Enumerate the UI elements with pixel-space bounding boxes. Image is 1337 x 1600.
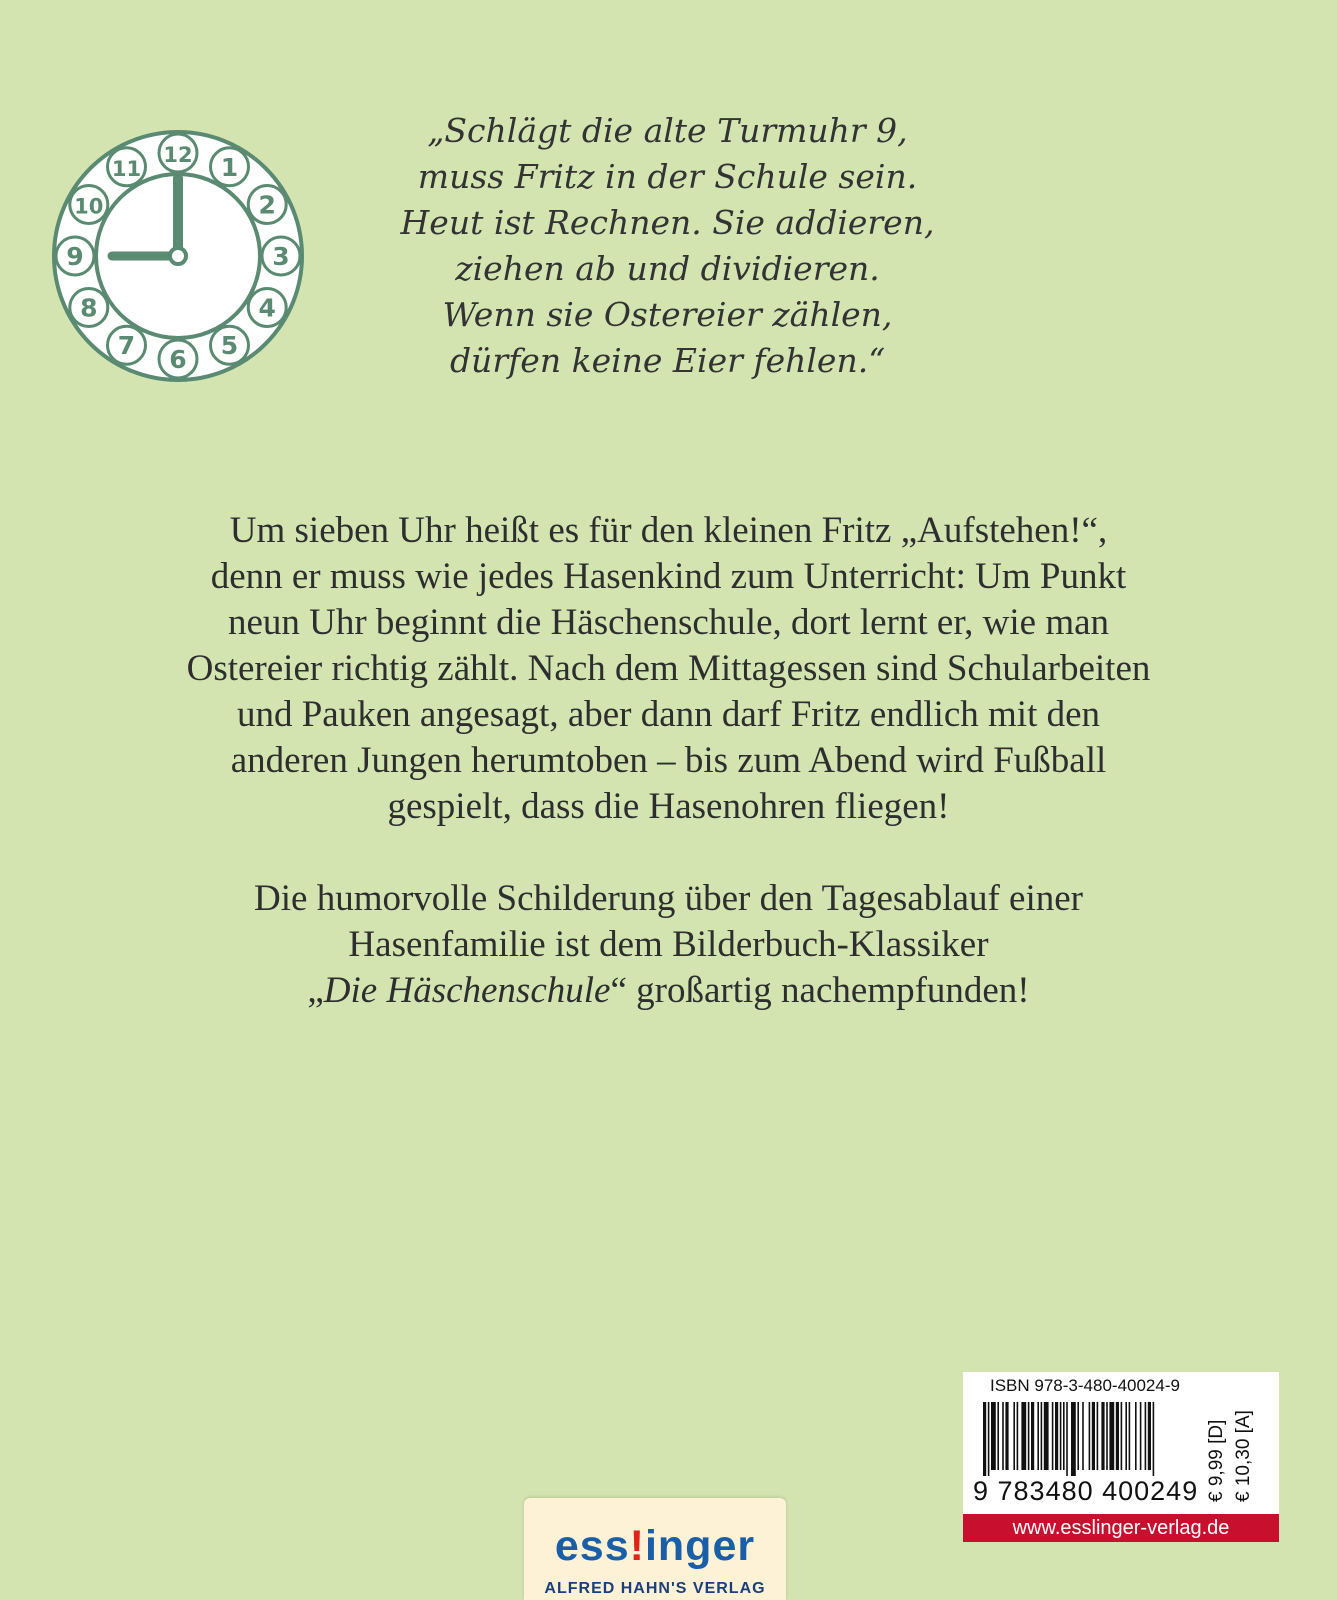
barcode-bar: [1109, 1402, 1114, 1470]
barcode-bar: [1148, 1402, 1151, 1470]
summary-paragraph: [60, 876, 1277, 1014]
barcode-bar: [1077, 1402, 1079, 1470]
barcode-bar: [1044, 1402, 1049, 1470]
clock-numeral: 6: [169, 345, 187, 374]
barcode-bar: [1082, 1402, 1084, 1470]
paragraph-line: neun Uhr beginnt die Häschenschule, dort lernt er, wie man: [227, 602, 1110, 643]
barcode-bar: [1092, 1402, 1095, 1470]
barcode-bar: [1037, 1402, 1039, 1470]
barcode-bar: [1021, 1402, 1026, 1470]
barcode-bar: [1013, 1402, 1015, 1470]
verse-line: „Schlägt die alte Turmuhr 9,: [427, 111, 908, 150]
barcode-bar: [1066, 1402, 1068, 1476]
paragraph-line: denn er muss wie jedes Hasenkind zum Unterricht: Um Punkt: [210, 556, 1127, 597]
publisher-name-part: ess: [554, 1522, 630, 1570]
clock-numeral: 4: [258, 293, 276, 323]
verse-quote: [330, 108, 1005, 384]
clock-numeral: 10: [74, 194, 104, 219]
barcode-bar: [1063, 1402, 1065, 1470]
barcode-bar: [997, 1402, 999, 1470]
paragraph-line: Um sieben Uhr heißt es für den kleinen Fritz „Aufstehen!“,: [229, 510, 1108, 551]
publisher-logo: [524, 1498, 786, 1600]
paragraph-line: Die humorvolle Schilderung über den Tagesablauf einer: [254, 878, 1083, 919]
clock-numeral: 11: [111, 156, 142, 181]
barcode-bar: [1028, 1402, 1030, 1470]
publisher-name-part: inger: [644, 1522, 756, 1570]
verse-line: Wenn sie Ostereier zählen,: [442, 295, 893, 334]
barcode-bar: [1071, 1402, 1076, 1476]
clock-numeral: 12: [163, 143, 193, 167]
clock-numeral: 7: [117, 331, 136, 361]
barcode-bar: [1052, 1402, 1054, 1470]
barcode-bar: [991, 1402, 996, 1470]
barcode-bar: [1145, 1402, 1147, 1470]
clock-center: [170, 248, 186, 264]
verse-line: Heut ist Rechnen. Sie addieren,: [400, 203, 935, 242]
verse-line: muss Fritz in der Schule sein.: [417, 157, 918, 196]
publisher-name-bang: !: [629, 1522, 645, 1570]
price-austria: € 10,30 [A]: [1233, 1410, 1254, 1502]
verse-line: dürfen keine Eier fehlen.“: [449, 341, 886, 380]
publisher-url: www.esslinger-verlag.de: [963, 1514, 1279, 1542]
clock-numeral: 5: [220, 331, 239, 361]
clock-numeral: 8: [80, 293, 98, 323]
barcode-bar: [1125, 1402, 1127, 1470]
barcode-bar: [1017, 1402, 1019, 1470]
barcode-bar: [1089, 1402, 1091, 1470]
barcode-bar: [1101, 1402, 1104, 1470]
barcode-bar: [988, 1402, 990, 1476]
barcode-bar: [1121, 1402, 1123, 1470]
isbn-label: ISBN 978-3-480-40024-9: [990, 1376, 1180, 1395]
barcode-bar: [1153, 1402, 1155, 1476]
barcode-bar: [1129, 1402, 1131, 1470]
clock-numeral: 9: [66, 242, 84, 271]
barcode-bar: [1097, 1402, 1099, 1470]
barcode-bar: [1060, 1402, 1062, 1470]
barcode-bar: [1041, 1402, 1043, 1470]
paragraph-line: [60, 968, 1277, 1014]
barcode-bar: [1116, 1402, 1119, 1470]
open-quote: „: [307, 970, 324, 1011]
paragraph-line: und Pauken angesagt, aber dann darf Fritz endlich mit den: [236, 694, 1101, 735]
paragraph-line: Hasenfamilie ist dem Bilderbuch-Klassiker: [348, 924, 989, 965]
barcode-bar: [1055, 1402, 1058, 1470]
clock-numeral: 2: [258, 190, 276, 220]
clock-numeral: 3: [272, 242, 290, 271]
paragraph-line: gespielt, dass die Hasenohren fliegen!: [387, 786, 950, 827]
barcode-bar: [1135, 1402, 1137, 1470]
clock-numeral: 1: [220, 152, 239, 182]
barcode-bar: [1031, 1402, 1034, 1470]
publisher-subtitle: ALFRED HAHN'S VERLAG: [544, 1580, 766, 1597]
paragraph-line: Ostereier richtig zählt. Nach dem Mittagessen sind Schularbeiten: [186, 648, 1151, 689]
description-paragraph: [60, 508, 1277, 830]
barcode-digits: 9 783480 400249: [973, 1476, 1199, 1506]
barcode-bar: [1005, 1402, 1008, 1470]
barcode-bar: [1106, 1402, 1108, 1470]
paragraph-text: “ großartig nachempfunden!: [610, 970, 1030, 1011]
barcode-bar: [983, 1402, 986, 1476]
barcode: [983, 1402, 1205, 1476]
book-title: Die Häschenschule: [323, 970, 611, 1011]
verse-line: ziehen ab und dividieren.: [455, 249, 880, 288]
barcode-bar: [1140, 1402, 1142, 1470]
price-germany: € 9,99 [D]: [1206, 1419, 1227, 1502]
clock-illustration: [50, 126, 306, 386]
publisher-name: [524, 1522, 786, 1571]
isbn-barcode-box: [963, 1372, 1279, 1542]
barcode-bar: [1002, 1402, 1004, 1470]
paragraph-line: anderen Jungen herumtoben – bis zum Abend wird Fußball: [230, 740, 1107, 781]
